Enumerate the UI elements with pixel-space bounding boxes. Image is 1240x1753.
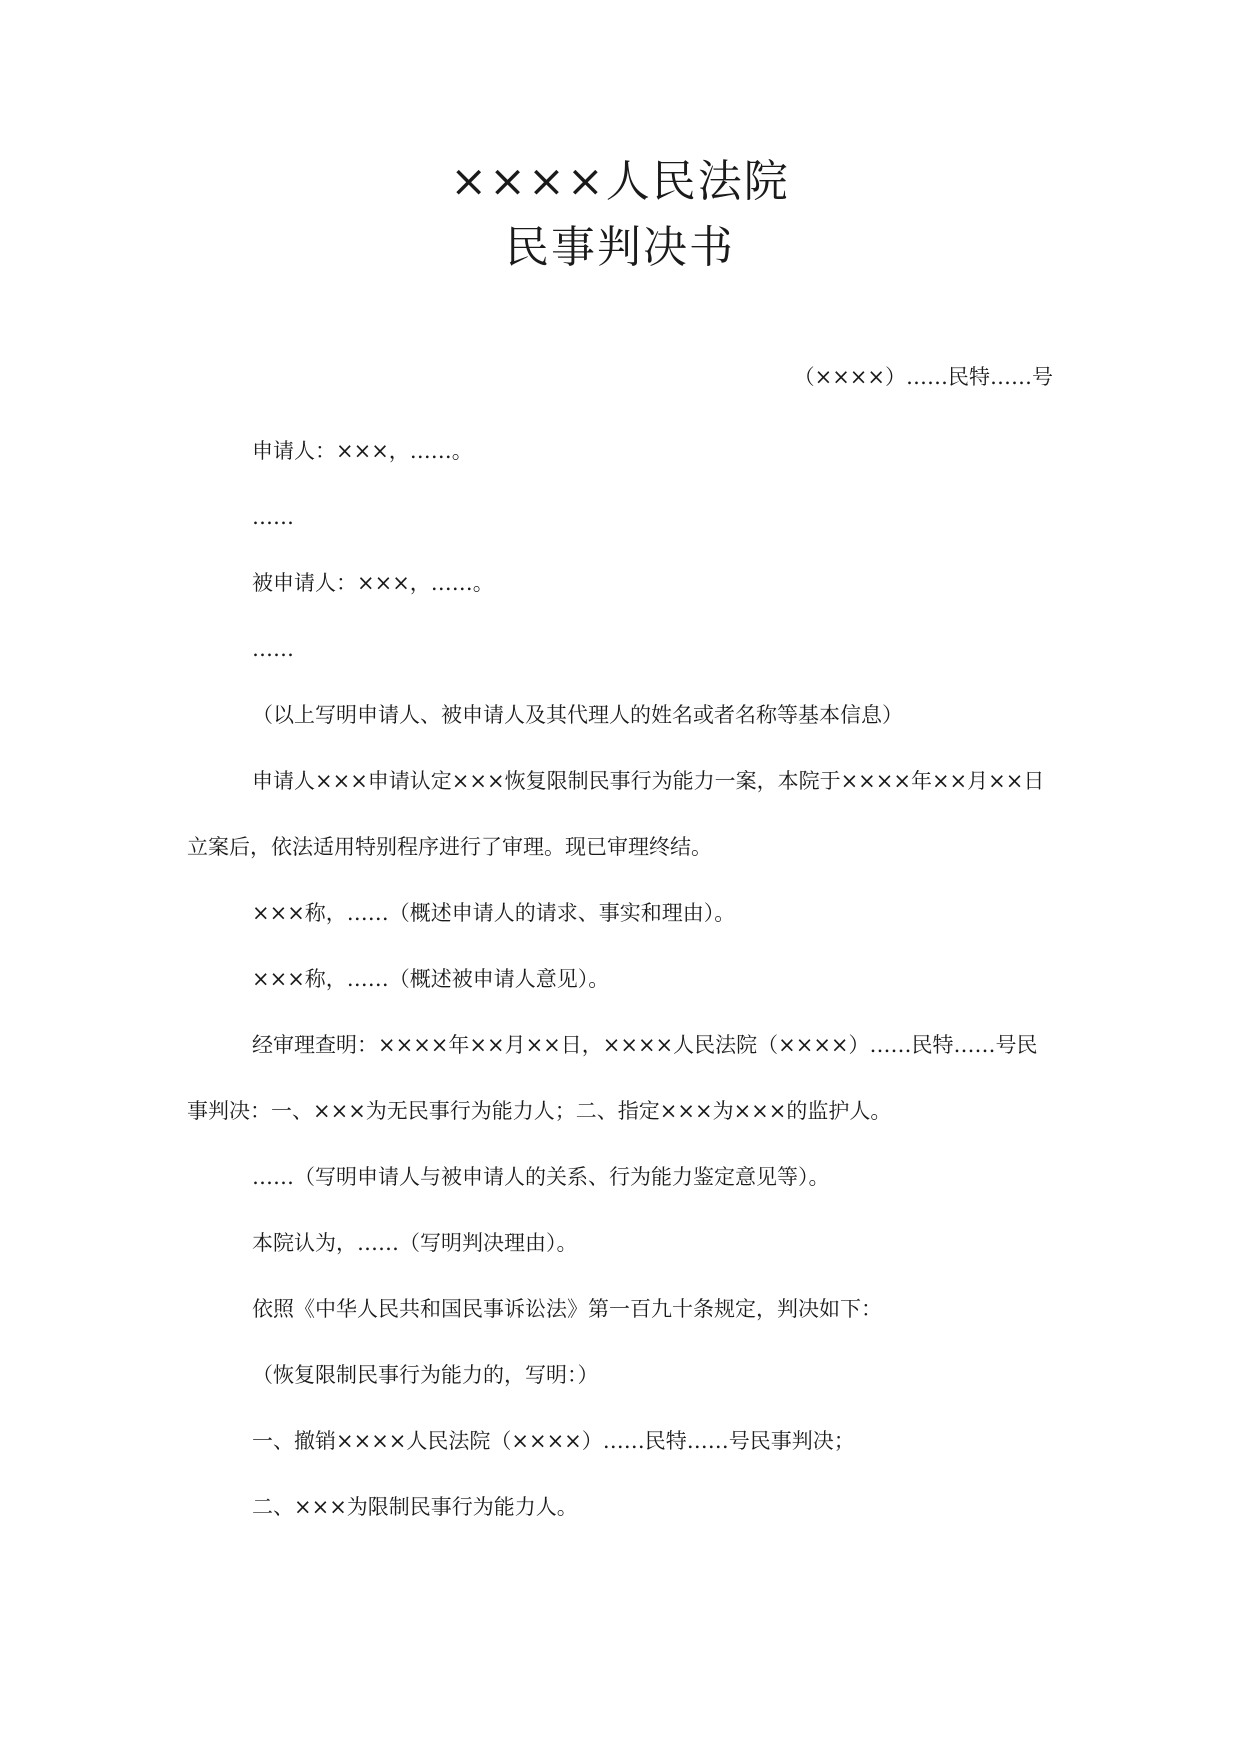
paragraph-applicant-ellipsis: …… — [252, 505, 294, 529]
paragraph-respondent-opinion: ×××称，……（概述被申请人意见）。 — [252, 967, 610, 991]
paragraph-relationship-note: ……（写明申请人与被申请人的关系、行为能力鉴定意见等）。 — [252, 1165, 830, 1189]
case-number: （××××）……民特……号 — [793, 365, 1053, 389]
paragraph-judgment-item-1: 一、撤销××××人民法院（××××）……民特……号民事判决； — [252, 1429, 855, 1453]
paragraph-legal-basis: 依照《中华人民共和国民事诉讼法》第一百九十条规定，判决如下： — [252, 1297, 882, 1321]
paragraph-court-reasoning: 本院认为，……（写明判决理由）。 — [252, 1231, 578, 1255]
paragraph-restore-note: （恢复限制民事行为能力的，写明：） — [252, 1363, 599, 1387]
paragraph-case-intro: 申请人×××申请认定×××恢复限制民事行为能力一案，本院于××××年××月××日立案后，依法适用特别程序进行了审理。现已审理终结。 — [187, 769, 1045, 859]
paragraph-respondent: 被申请人：×××，……。 — [252, 571, 494, 595]
paragraph-applicant-claim: ×××称，……（概述申请人的请求、事实和理由）。 — [252, 901, 736, 925]
paragraph-judgment-item-2: 二、×××为限制民事行为能力人。 — [252, 1495, 578, 1519]
paragraph-applicant: 申请人：×××，……。 — [252, 439, 473, 463]
document-type-title: 民事判决书 — [505, 222, 735, 273]
paragraph-party-info-note: （以上写明申请人、被申请人及其代理人的姓名或者名称等基本信息） — [252, 703, 903, 727]
document-body — [187, 418, 1057, 1540]
paragraph-facts-found: 经审理查明：××××年××月××日，××××人民法院（××××）……民特……号民事判决：一、×××为无民事行为能力人；二、指定×××为×××的监护人。 — [187, 1033, 1038, 1123]
paragraph-respondent-ellipsis: …… — [252, 637, 294, 661]
court-title: ××××人民法院 — [450, 156, 790, 207]
